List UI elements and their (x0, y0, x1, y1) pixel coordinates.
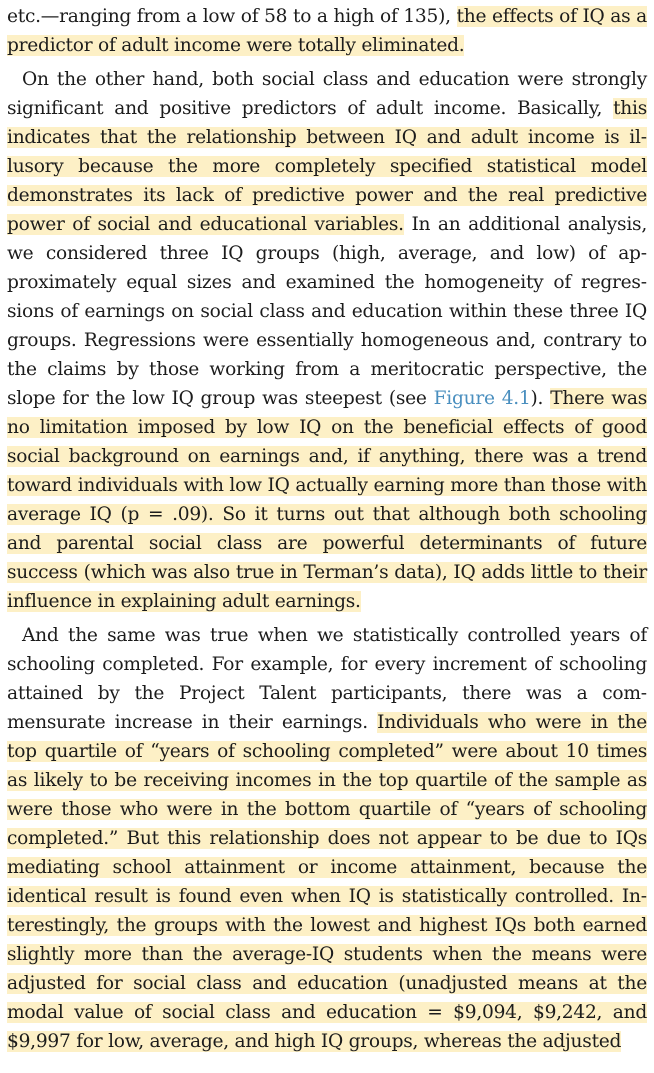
figure-4-1-link[interactable]: Figure 4.1 (433, 388, 531, 409)
highlighted-passage[interactable]: Individuals who were in the top quartile of “years of schooling completed” were about 10 times as likely to be receiving incomes in the top quartile of the sample as were those who were in the bottom quartile of “years of schooling completed.” But this relationship does not appear to be due to IQs mediating school attainment or income attainment, because the identical result is found even when IQ is statistically controlled. Interestingly, the groups with the lowest and highest IQs both earned slightly more than the average-IQ students when the means were adjusted for social class and education (unadjusted means at the modal value of social class and education = $9,094, $9,242, and $9,997 for low, average, and high IQ groups, whereas the adjusted (7, 712, 647, 1052)
highlighted-passage[interactable]: There was no limitation imposed by low IQ on the beneficial effects of good social background on earnings and, if anything, there was a trend toward individuals with low IQ actually earning more than those with average IQ (p = .09). So it turns out that although both schooling and parental social class are powerful determinants of future success (which was also true in Terman’s data), IQ adds little to their influence in explaining adult earnings. (7, 388, 647, 612)
paragraph-3 (7, 621, 647, 1056)
text-segment: ). (530, 388, 551, 409)
text-segment: In an additional analysis, we considered three IQ groups (high, average, and low) of approximately equal sizes and examined the homogeneity of regressions of earnings on social class and education within these three IQ groups. Regressions were essentially homogeneous and, contrary to the claims by those working from a meritocratic perspective, the slope for the low IQ group was steepest (see (7, 214, 647, 409)
text-segment: etc.—ranging from a low of 58 to a high of 135), (7, 6, 457, 27)
paragraph-1 (7, 2, 647, 60)
text-segment: On the other hand, both social class and education were strongly significant and positive predictors of adult income. Basically, (7, 69, 647, 119)
text-segment: And the same was true when we statistically controlled years of schooling completed. For example, for every increment of schooling attained by the Project Talent participants, there was a commensurate increase in their earnings. (7, 625, 647, 733)
paragraph-2 (7, 65, 647, 616)
highlighted-passage[interactable]: this indicates that the relationship between IQ and adult income is illusory because the more completely specified statistical model demonstrates its lack of predictive power and the real predictive power of social and educational variables. (7, 98, 647, 235)
highlighted-passage[interactable]: the effects of IQ as a predictor of adult income were totally eliminated. (7, 6, 647, 56)
